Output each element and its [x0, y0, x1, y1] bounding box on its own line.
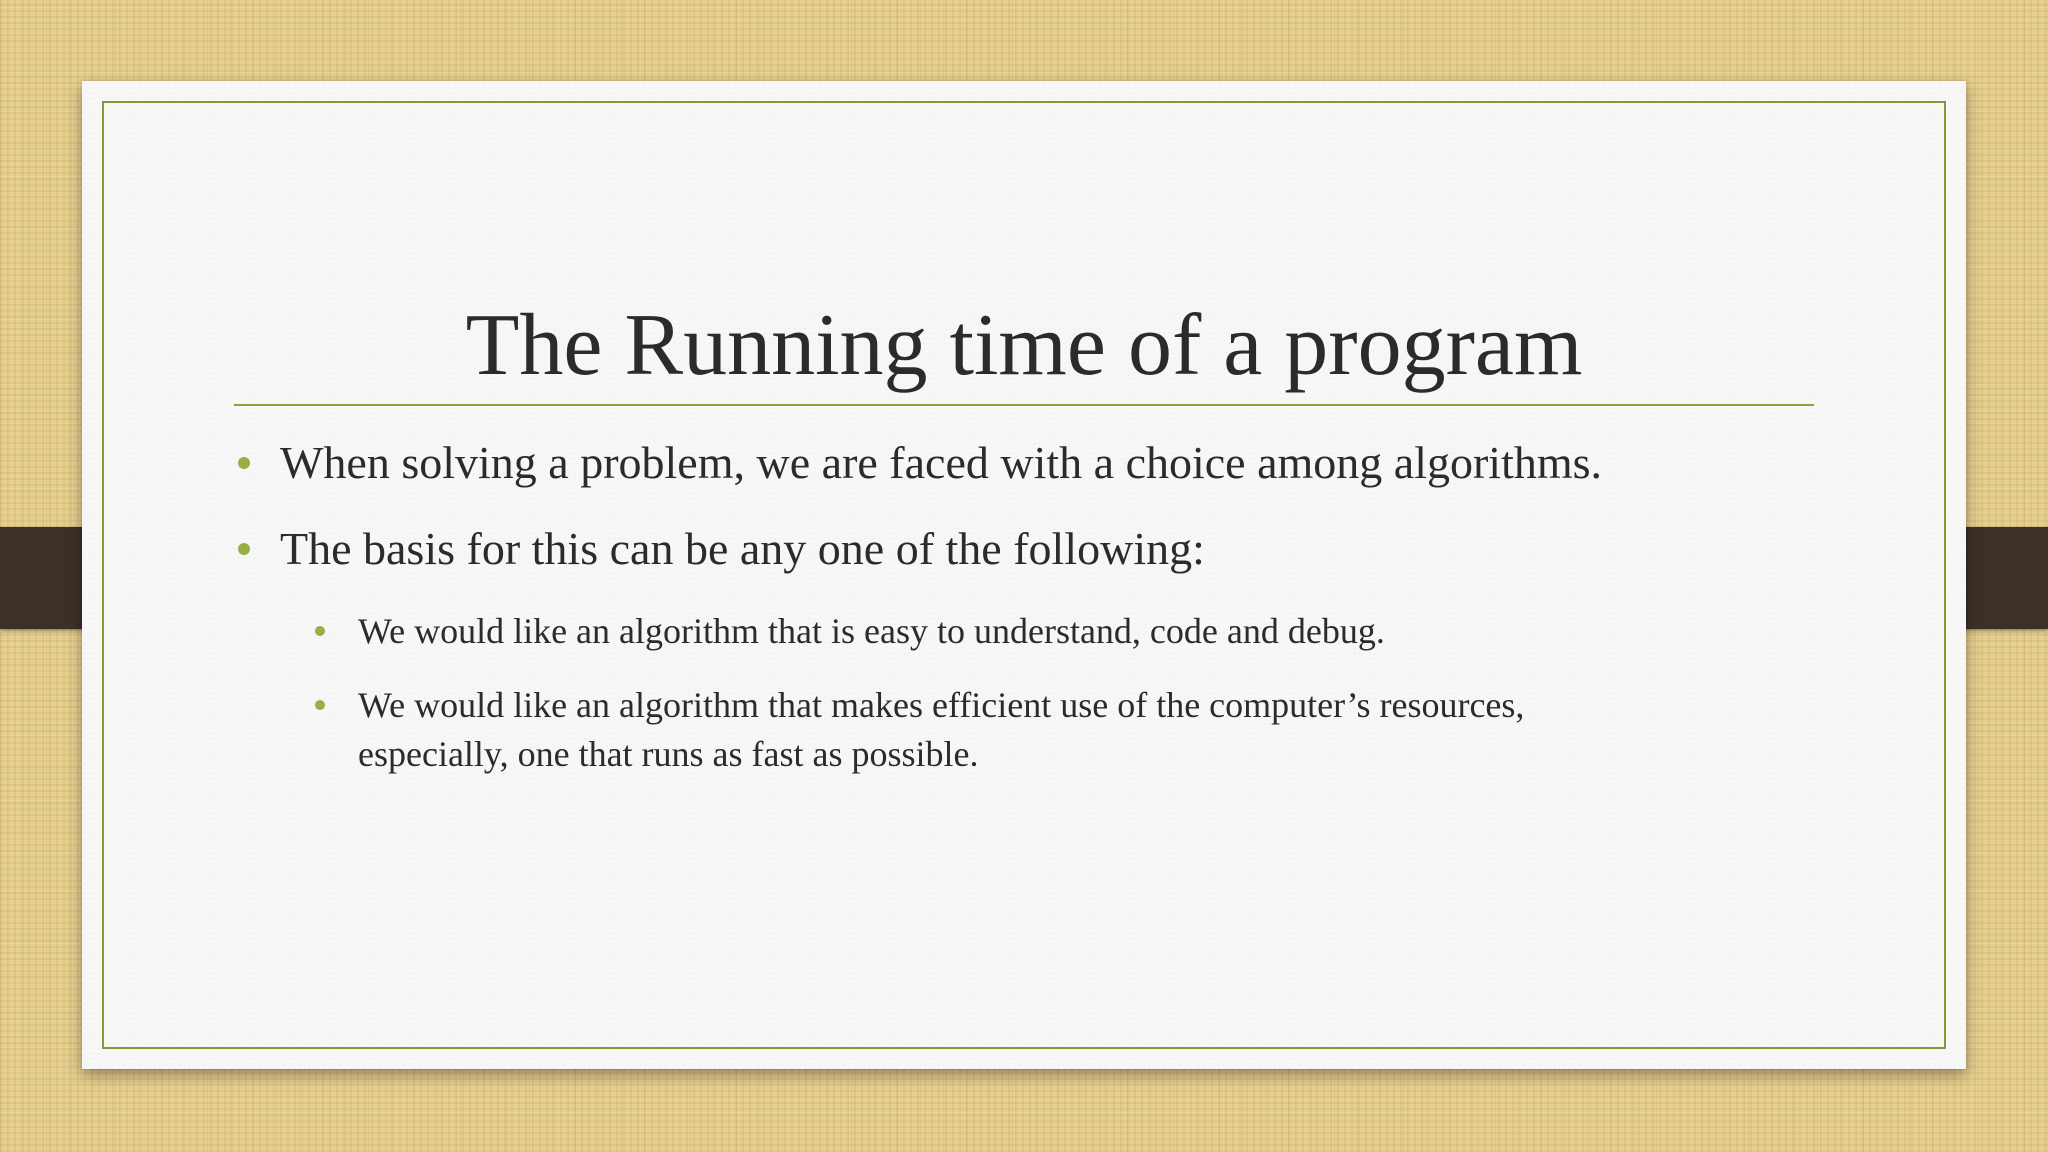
- sub-bullet-item-2-line2: especially, one that runs as fast as possible.: [358, 734, 979, 774]
- slide-card: [82, 81, 1966, 1069]
- bullet-item-1: When solving a problem, we are faced with a choice among algorithms.: [280, 437, 1603, 488]
- slide-title: The Running time of a program: [465, 297, 1583, 394]
- sub-bullet-item-1: We would like an algorithm that is easy to understand, code and debug.: [358, 611, 1385, 651]
- bullet-dot-icon: [238, 457, 250, 469]
- sub-bullet-dot-icon: [315, 700, 325, 710]
- title-divider: [234, 404, 1814, 406]
- sub-bullet-dot-icon: [315, 626, 325, 636]
- bullet-item-2: The basis for this can be any one of the following:: [280, 523, 1205, 574]
- sub-bullet-item-2-line1: We would like an algorithm that makes efficient use of the computer’s resources,: [358, 685, 1525, 725]
- bullet-dot-icon: [238, 543, 250, 555]
